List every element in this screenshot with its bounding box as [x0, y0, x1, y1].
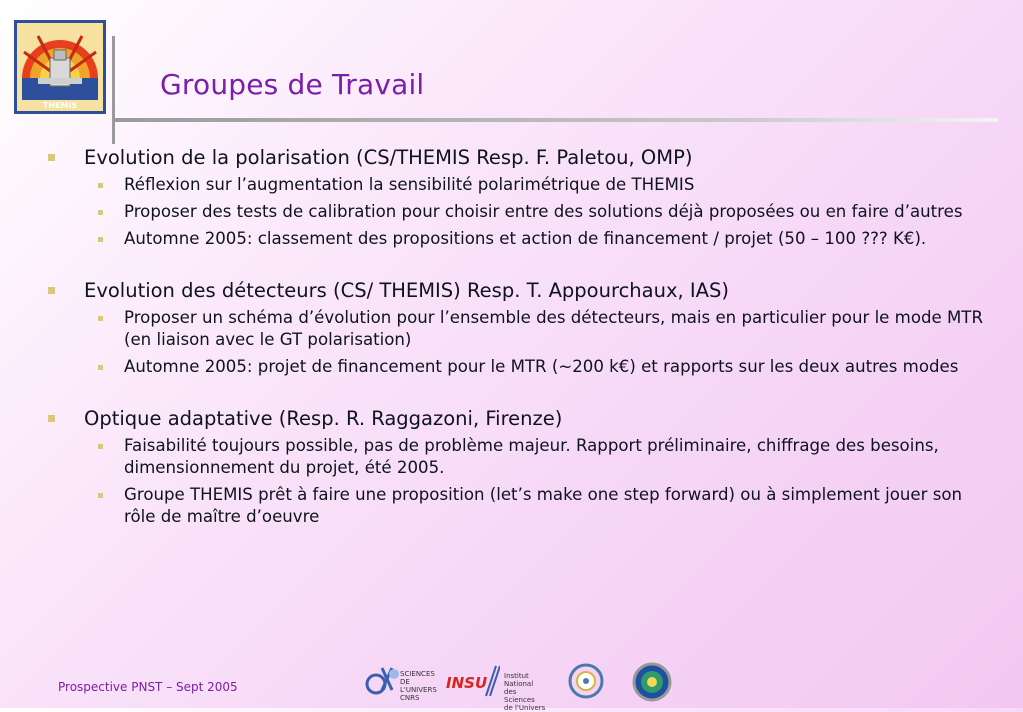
themis-logo-graphic	[14, 20, 106, 114]
square-bullet-icon	[98, 316, 103, 321]
insu-label: INSU	[446, 674, 488, 692]
insu-text-line: de l'Univers	[504, 704, 546, 712]
logo-label: THEMIS	[42, 101, 78, 110]
sub-item	[84, 307, 993, 351]
square-bullet-icon	[98, 493, 103, 498]
slide-content	[48, 144, 993, 533]
sub-list	[84, 435, 993, 528]
insu-text-line: des Sciences	[504, 688, 535, 704]
square-bullet-icon	[98, 210, 103, 215]
insu-text-line: Institut National	[504, 672, 534, 688]
square-bullet-icon	[98, 183, 103, 188]
bullet-group-detecteurs	[48, 277, 993, 378]
lesia-logo	[630, 660, 674, 704]
sub-item-text: Réflexion sur l’augmentation la sensibilité polarimétrique de THEMIS	[124, 175, 695, 194]
cnrs-text-line: CNRS	[400, 694, 420, 702]
insu-logo	[446, 660, 546, 712]
group-heading: Optique adaptative (Resp. R. Raggazoni, Firenze)	[84, 407, 563, 430]
themis-logo	[14, 20, 106, 114]
sub-item	[84, 228, 993, 250]
sub-item-text: Proposer des tests de calibration pour choisir entre des solutions déjà proposées ou en faire d’autres	[124, 202, 963, 221]
insu-stripes-icon	[484, 664, 500, 698]
square-bullet-icon	[48, 154, 55, 161]
sub-item-text: Groupe THEMIS prêt à faire une proposition (let’s make one step forward) ou à simplement jouer son rôle de maître d’oeuvre	[124, 485, 963, 526]
square-bullet-icon	[98, 237, 103, 242]
cnrs-text-line: DE L'UNIVERS	[400, 678, 437, 694]
slide-footer: Prospective PNST – Sept 2005	[58, 680, 238, 694]
sub-item	[84, 435, 993, 479]
bullet-group-optique	[48, 405, 993, 528]
sub-item	[84, 174, 993, 196]
group-heading: Evolution des détecteurs (CS/ THEMIS) Resp. T. Appourchaux, IAS)	[84, 279, 729, 302]
orbit-emblem-icon	[566, 660, 606, 702]
group-heading: Evolution de la polarisation (CS/THEMIS Resp. F. Paletou, OMP)	[84, 146, 693, 169]
cnrs-sdu-logo	[362, 660, 440, 700]
cnrs-text-line: SCIENCES	[400, 670, 435, 678]
sub-list	[84, 174, 993, 250]
square-bullet-icon	[48, 287, 55, 294]
title-underline	[112, 118, 998, 122]
vertical-divider	[112, 36, 115, 144]
sub-item	[84, 484, 993, 528]
square-bullet-icon	[98, 444, 103, 449]
cnrs-emblem-icon	[362, 660, 402, 700]
sub-item-text: Faisabilité toujours possible, pas de problème majeur. Rapport préliminaire, chiffrage des besoins, dimensionnement du projet, été 2005.	[124, 436, 939, 477]
globe-emblem-icon	[630, 660, 674, 704]
slide-title: Groupes de Travail	[160, 68, 425, 101]
sub-item-text: Proposer un schéma d’évolution pour l’ensemble des détecteurs, mais en particulier pour le mode MTR (en liaison avec le GT polarisation)	[124, 308, 983, 349]
sub-item-text: Automne 2005: projet de financement pour le MTR (~200 k€) et rapports sur les deux autres modes	[124, 357, 959, 376]
sub-item	[84, 201, 993, 223]
sub-item	[84, 356, 993, 378]
square-bullet-icon	[48, 415, 55, 422]
sub-list	[84, 307, 993, 378]
bullet-group-polarisation	[48, 144, 993, 250]
observatory-logo	[566, 660, 606, 702]
square-bullet-icon	[98, 365, 103, 370]
sub-item-text: Automne 2005: classement des propositions et action de financement / projet (50 – 100 ??? K€).	[124, 229, 927, 248]
